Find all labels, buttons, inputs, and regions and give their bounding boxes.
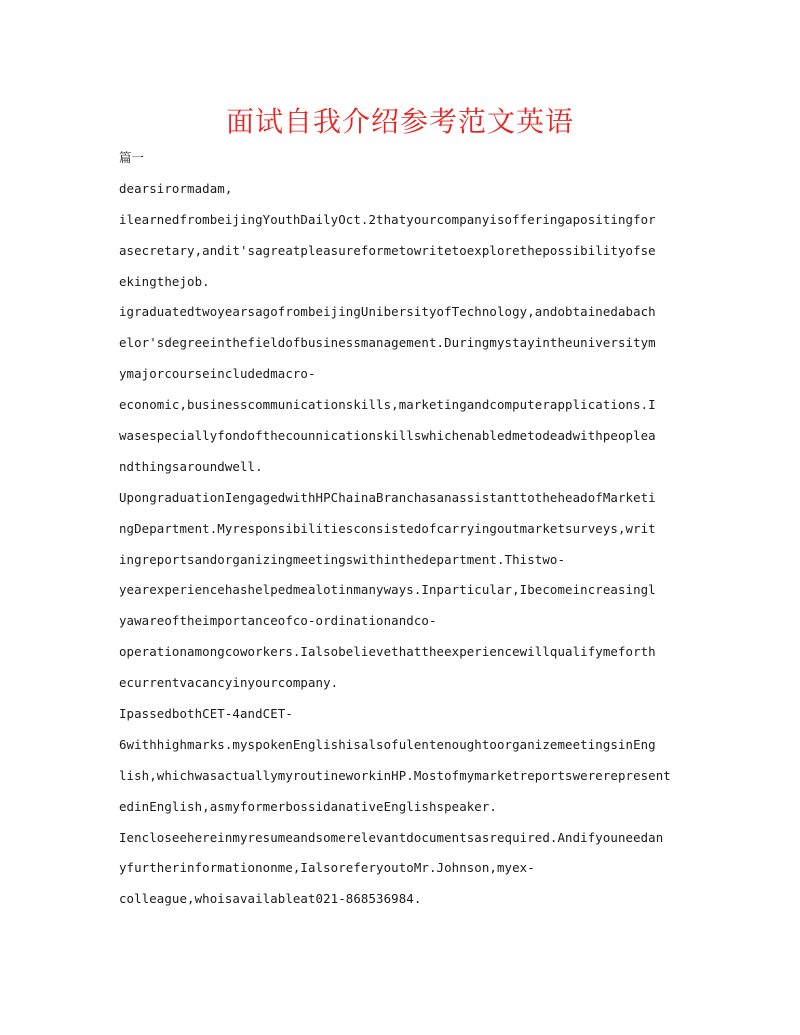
paragraph-line: ymajorcourseincludedmacro- [119,366,316,382]
paragraph-line: lish,whichwasactuallymyroutineworkinHP.Mostofmymarketreportswererepresent [119,767,671,783]
paragraph-line: ecurrentvacancyinyourcompany. [119,675,339,691]
paragraph-line: edinEnglish,asmyformerbossidanativeEnglishspeaker. [119,798,497,814]
paragraph-line: ingreportsandorganizingmeetingswithinthedepartment.Thistwo- [119,551,566,567]
paragraph-line: asecretary,andit'sagreatpleasureformetowritetoexplorethepossibilityofse [119,242,656,258]
paragraph-line: elor'sdegreeinthefieldofbusinessmanagement.Duringmystayintheuniversitym [119,335,656,351]
paragraph-line: ngDepartment.Myresponsibilitiesconsistedofcarryingoutmarketsurveys,writ [119,520,656,536]
paragraph-line: ilearnedfrombeijingYouthDailyOct.2thatyourcompanyisofferingapositingfor [119,211,656,227]
paragraph-line: 6withhighmarks.myspokenEnglishisalsofulentenoughtoorganizemeetingsinEng [119,736,656,752]
paragraph-line: IpassedbothCET-4andCET- [119,706,293,722]
paragraph-line: yearexperiencehashelpedmealotinmanyways.Inparticular,Ibecomeincreasingl [119,582,656,598]
paragraph-line: UpongraduationIengagedwithHPChainaBranchasanassistanttotheheadofMarketi [119,489,656,505]
paragraph-line: wasespeciallyfondofthecounnicationskillswhichenabledmetodeadwithpeoplea [119,428,656,444]
paragraph-line: yawareoftheimportanceofco-ordinationandco- [119,613,437,629]
paragraph-line: ekingthejob. [119,273,210,289]
paragraph-line: yfurtherinformationonme,IalsoreferyoutoMr.Johnson,myex- [119,860,535,876]
paragraph-line: operationamongcoworkers.Ialsobelievethattheexperiencewillqualifymeforth [119,644,656,660]
section-heading: 篇一 [119,150,144,165]
document-body [119,143,681,915]
paragraph-line: economic,businesscommunicationskills,marketingandcomputerapplications.I [119,397,656,413]
paragraph-line: igraduatedtwoyearsagofrombeijingUnibersityofTechnology,andobtainedabach [119,304,656,320]
paragraph-line: ndthingsaroundwell. [119,458,263,474]
paragraph-line: dearsirormadam, [119,180,233,196]
paragraph-line: Iencloseehereinmyresumeandsomerelevantdocumentsasrequired.Andifyouneedan [119,829,664,845]
document-title: 面试自我介绍参考范文英语 [225,105,574,138]
paragraph-line: colleague,whoisavailableat021-868536984. [119,891,422,907]
